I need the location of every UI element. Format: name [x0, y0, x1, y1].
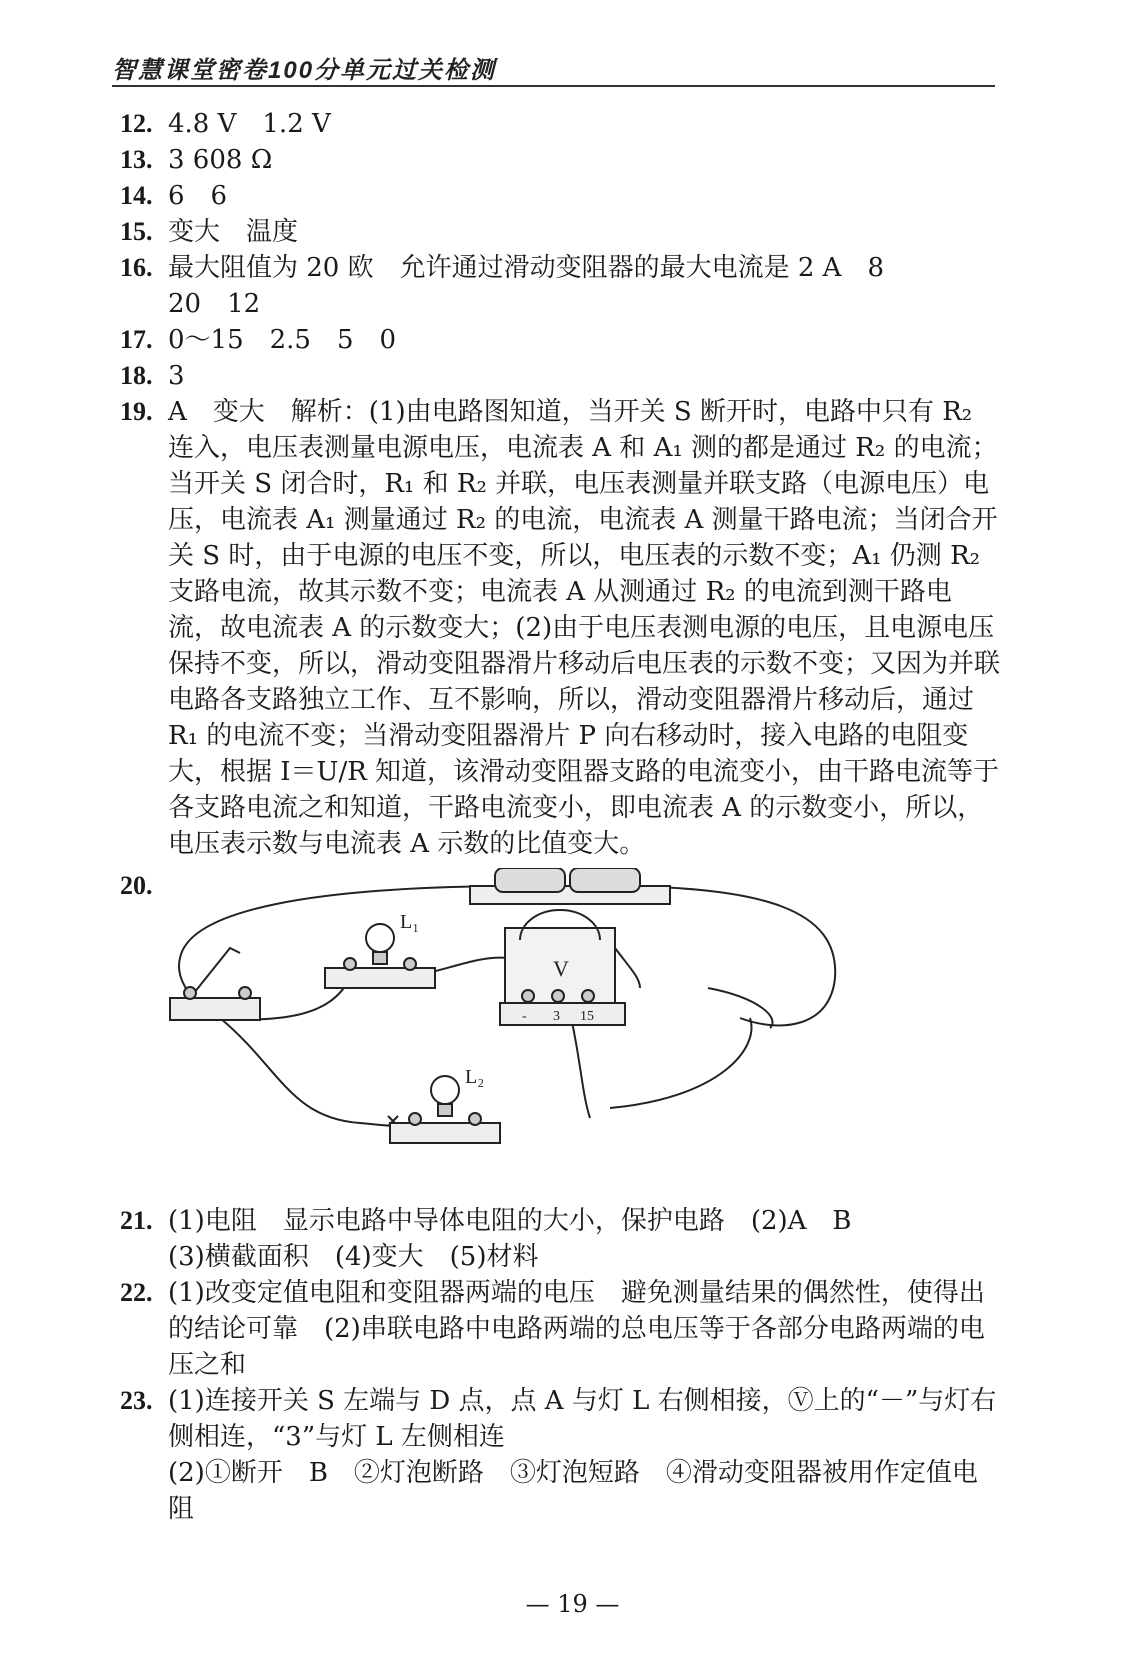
terminal-3-label: 3 [553, 1009, 560, 1024]
answer-number: 23. [120, 1386, 153, 1415]
answer-text: (1)改变定值电阻和变阻器两端的电压 避免测量结果的偶然性，使得出的结论可靠 (2)串联电路中电路两端的总电压等于各部分电路两端的电压之和 [168, 1278, 985, 1380]
answer-number: 21. [120, 1206, 153, 1235]
answer-number: 13. [120, 145, 153, 174]
answer-text: 20 12 [168, 289, 261, 319]
answer-text: (1)电阻 显示电路中导体电阻的大小，保护电路 (2)A B [168, 1206, 852, 1236]
header-rule [112, 85, 995, 87]
answer-text: 最大阻值为 20 欧 允许通过滑动变阻器的最大电流是 2 A 8 [168, 253, 885, 283]
answer-text: 3 608 Ω [168, 145, 273, 175]
answer-item [120, 250, 1000, 322]
answer-number: 22. [120, 1278, 153, 1307]
answer-text: 6 6 [168, 181, 228, 211]
lamp2-label: L₂ [465, 1066, 485, 1088]
page-number: — 19 — [525, 1590, 620, 1618]
answer-number: 20. [120, 871, 153, 900]
answer-number: 14. [120, 181, 153, 210]
answer-text: 4.8 V 1.2 V [168, 109, 331, 139]
lamp1-label: L₁ [400, 911, 420, 933]
terminal-minus-label: - [522, 1009, 527, 1024]
voltmeter-label: V [553, 956, 569, 981]
answer-text: 变大 温度 [168, 217, 299, 247]
answer-item [120, 214, 1000, 250]
circuit-figure [120, 868, 1000, 1203]
answer-item [120, 358, 1000, 394]
answer-item [120, 394, 1000, 862]
answer-number: 12. [120, 109, 153, 138]
answer-number: 15. [120, 217, 153, 246]
answer-number: 16. [120, 253, 153, 282]
answer-text: 3 [168, 361, 185, 391]
terminal-15-label: 15 [580, 1009, 594, 1024]
answer-number: 19. [120, 397, 153, 426]
answer-text: (3)横截面积 (4)变大 (5)材料 [168, 1242, 539, 1272]
answer-content [120, 106, 1000, 1527]
answer-text: (2)①断开 B ②灯泡断路 ③灯泡短路 ④滑动变阻器被用作定值电阻 [168, 1458, 978, 1524]
answer-item [120, 178, 1000, 214]
answer-number: 17. [120, 325, 153, 354]
answer-item [120, 1203, 1000, 1275]
header-title: 智慧课堂密卷100分单元过关检测 [112, 57, 497, 84]
answer-item [120, 106, 1000, 142]
answer-text: A 变大 解析：(1)由电路图知道，当开关 S 断开时，电路中只有 R₂ 连入，电压表测量电源电压，电流表 A 和 A₁ 测的都是通过 R₂ 的电流；当开关 S 闭合时，R₁ 和 R₂ 并联，电压表测量并联支路（电源电压）电压，电流表 A₁ 测量通过 R₂ 的电流，电流表 A 测量干路电流；当闭合开关 S 时，由于电源的电压不变，所以，电压表的示数不变；A₁ 仍测 R₂ 支路电流，故其示数不变；电流表 A 从测通过 R₂ 的电流到测干路电流，故电流表 A 的示数变大；(2)由于电压表测电源的电压，且电源电压保持不变，所以，滑动变阻器滑片移动后电压表的示数不变；又因为并联电路各支路独立工作、互不影响，所以，滑动变阻器滑片移动后，通过 R₁ 的电流不变；当滑动变阻器滑片 P 向右移动时，接入电路的电阻变大，根据 I＝U/R 知道，该滑动变阻器支路的电流变小，由干路电流等于各支路电流之和知道，干路电流变小，即电流表 A 的示数变小，所以，电压表示数与电流表 A 示数的比值变大。 [168, 397, 1001, 859]
answer-text: 0～15 2.5 5 0 [168, 325, 397, 355]
answer-item [120, 142, 1000, 178]
circuit-diagram [160, 868, 980, 1198]
answer-item [120, 1383, 1000, 1527]
answer-item [120, 1275, 1000, 1383]
answer-item [120, 322, 1000, 358]
answer-number: 18. [120, 361, 153, 390]
answer-text: (1)连接开关 S 左端与 D 点，点 A 与灯 L 右侧相接，Ⓥ上的“－”与灯右侧相连，“3”与灯 L 左侧相连 [168, 1386, 997, 1452]
